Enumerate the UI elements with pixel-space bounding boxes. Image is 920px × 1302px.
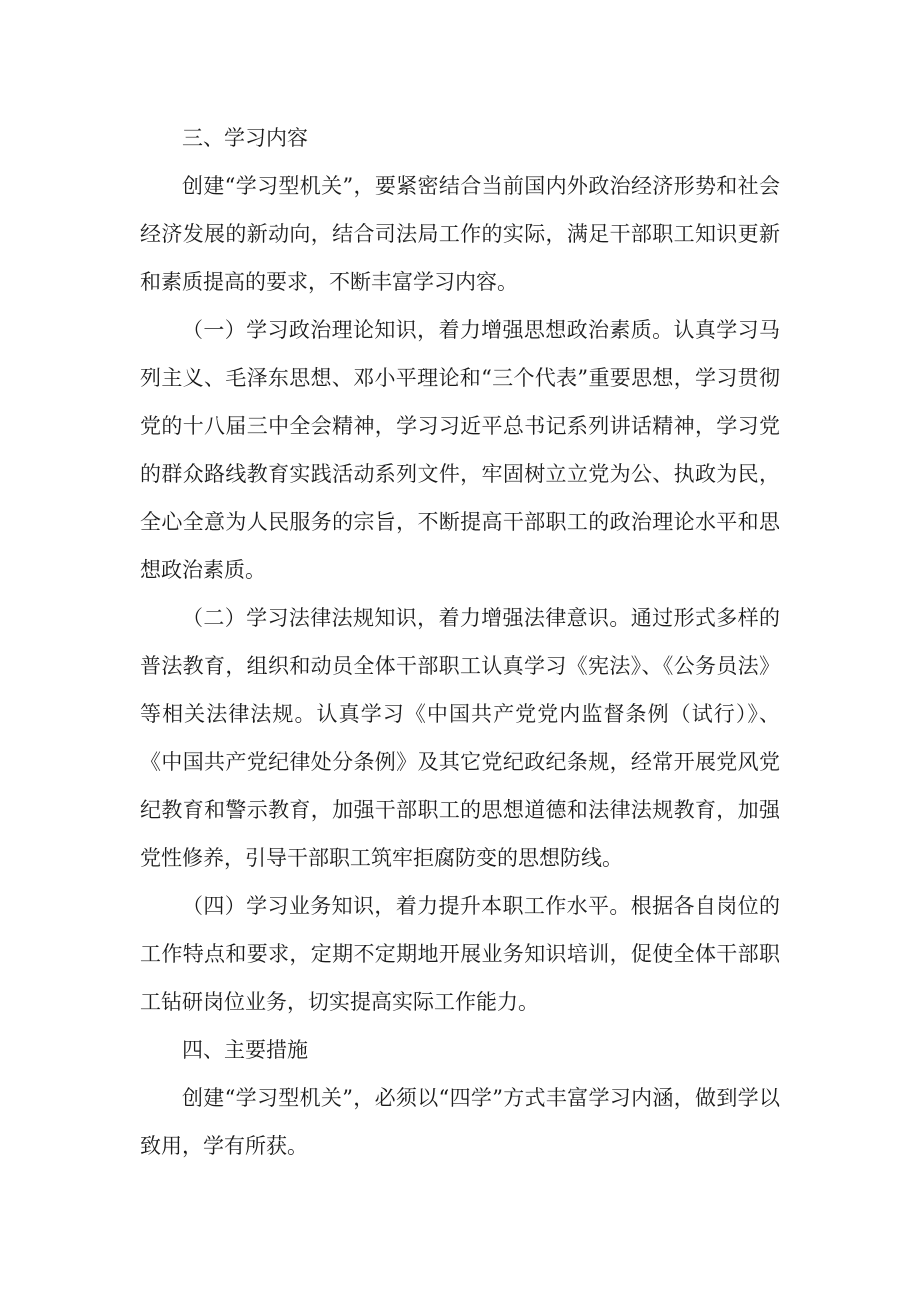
section-3-heading: 三、学习内容 bbox=[182, 126, 308, 150]
section-3-intro-paragraph: 创建“学习型机关”，要紧密结合当前国内外政治经济形势和社会经济发展的新动向，结合司法局工作的实际，满足干部职工知识更新和素质提高的要求，不断丰富学习内容。 bbox=[140, 174, 780, 294]
item-1-political-theory-paragraph: （一）学习政治理论知识，着力增强思想政治素质。认真学习马列主义、毛泽东思想、邓小平理论和“三个代表”重要思想，学习贯彻党的十八届三中全会精神，学习习近平总书记系列讲话精神，学习党的群众路线教育实践活动系列文件，牢固树立立党为公、执政为民，全心全意为人民服务的宗旨，不断提高干部职工的政治理论水平和思想政治素质。 bbox=[140, 318, 780, 582]
section-4-heading: 四、主要措施 bbox=[182, 1038, 308, 1062]
section-4-intro-paragraph: 创建“学习型机关”，必须以“四学”方式丰富学习内涵，做到学以致用，学有所获。 bbox=[140, 1086, 780, 1158]
item-2-law-paragraph: （二）学习法律法规知识，着力增强法律意识。通过形式多样的普法教育，组织和动员全体干部职工认真学习《宪法》、《公务员法》等相关法律法规。认真学习《中国共产党党内监督条例（试行）》、《中国共产党纪律处分条例》及其它党纪政纪条规，经常开展党风党纪教育和警示教育，加强干部职工的思想道德和法律法规教育，加强党性修养，引导干部职工筑牢拒腐防变的思想防线。 bbox=[140, 606, 780, 870]
item-4-business-paragraph: （四）学习业务知识，着力提升本职工作水平。根据各自岗位的工作特点和要求，定期不定期地开展业务知识培训，促使全体干部职工钻研岗位业务，切实提高实际工作能力。 bbox=[140, 894, 780, 1014]
document-body bbox=[140, 114, 780, 1170]
